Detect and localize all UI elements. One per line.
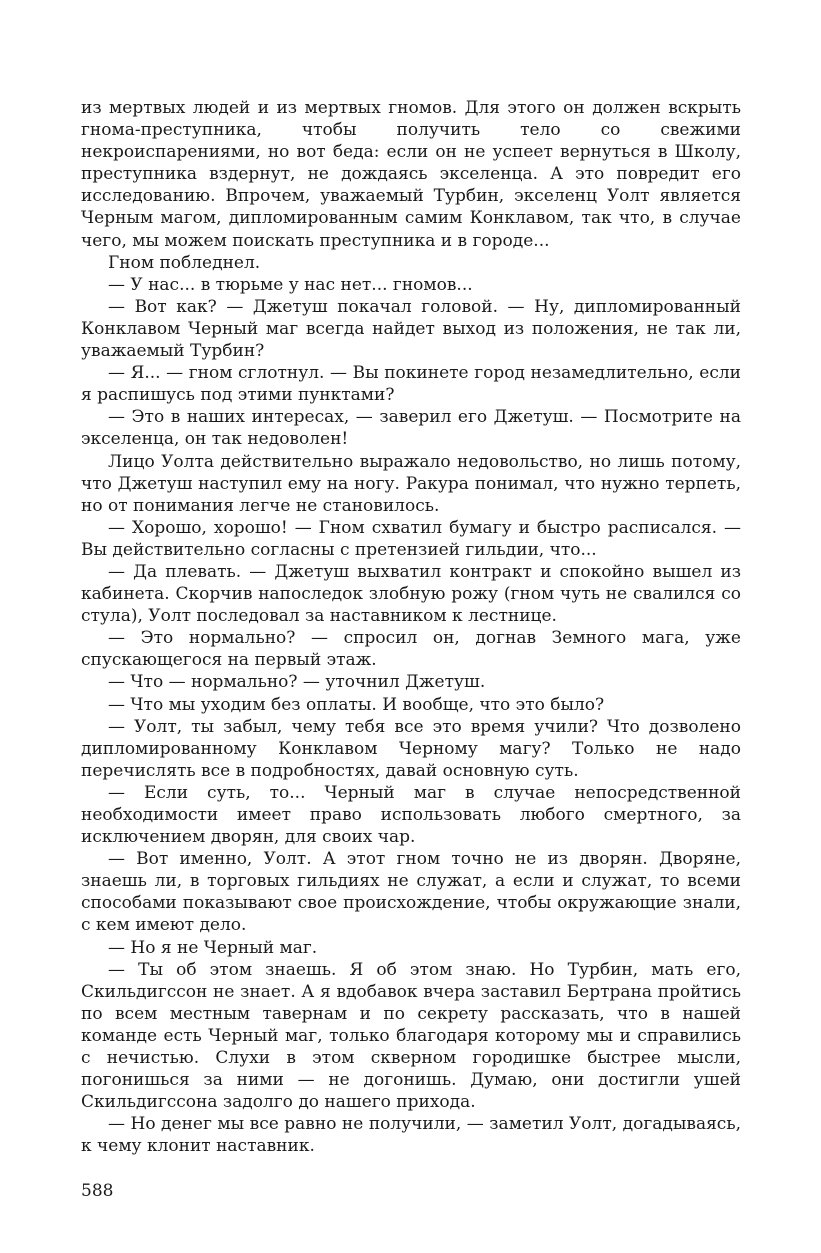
- dialogue-line: — У нас... в тюрьме у нас нет... гномов...: [108, 274, 473, 295]
- page-number: 588: [81, 1181, 114, 1201]
- dialogue-line: — Вот именно, Уолт. А этот гном точно не из дворян. Дворяне, знаешь ли, в торговых гильдиях не служат, а если и служат, то всеми способами показывают свое происхождение, чтобы окружающие знали, с кем имеют дело.: [81, 849, 741, 936]
- dialogue-line: — Что мы уходим без оплаты. И вообще, что это было?: [108, 694, 605, 715]
- dialogue-line: — Что — нормально? — уточнил Джетуш.: [108, 672, 486, 693]
- dialogue-line: — Хорошо, хорошо! — Гном схватил бумагу и быстро расписался. — Вы действительно согласны с претензией гильдии, что...: [81, 517, 741, 560]
- dialogue-line: — Уолт, ты забыл, чему тебя все это время учили? Что дозволено дипломированному Конклавом Черному магу? Только не надо перечислять все в подробностях, давай основную суть.: [81, 716, 741, 781]
- dialogue-line: — Вот как? — Джетуш покачал головой. — Ну, дипломированный Конклавом Черный маг всегда найдет выход из положения, не так ли, уважаемый Турбин?: [81, 296, 741, 362]
- paragraph: Лицо Уолта действительно выражало недовольство, но лишь потому, что Джетуш наступил ему на ногу. Ракура понимал, что нужно терпеть, но от понимания легче не становилось.: [81, 451, 741, 516]
- book-page-body: [81, 97, 741, 1158]
- dialogue-line: — Да плевать. — Джетуш выхватил контракт и спокойно вышел из кабинета. Скорчив напоследок злобную рожу (гном чуть не свалился со стула), Уолт последовал за наставником к лестнице.: [81, 561, 741, 627]
- dialogue-line: — Это в наших интересах, — заверил его Джетуш. — Посмотрите на экселенца, он так недоволен!: [81, 407, 741, 450]
- dialogue-line: — Но я не Черный маг.: [108, 937, 318, 958]
- dialogue-line: — Это нормально? — спросил он, догнав Земного мага, уже спускающегося на первый этаж.: [81, 628, 741, 671]
- paragraph: Гном побледнел.: [108, 252, 261, 273]
- dialogue-line: — Ты об этом знаешь. Я об этом знаю. Но Турбин, мать его, Скильдигссон не знает. А я вдобавок вчера заставил Бертрана пройтись по всем местным тавернам и по секрету рассказать, что в нашей команде есть Черный маг, только благодаря которому мы и справились с нечистью. Слухи в этом скверном городишке быстрее мысли, погонишься за ними — не догонишь. Думаю, они достигли ушей Скильдигссона задолго до нашего прихода.: [81, 959, 741, 1113]
- paragraph: из мертвых людей и из мертвых гномов. Для этого он должен вскрыть гнома-преступника, чтобы получить тело со свежими некроиспарениями, но вот беда: если он не успеет вернуться в Школу, преступника вздернут, не дождаясь экселенца. А это повредит его исследованию. Впрочем, уважаемый Турбин, экселенц Уолт является Черным магом, дипломированным самим Конклавом, так что, в случае чего, мы можем поискать преступника и в городе...: [81, 98, 741, 251]
- dialogue-line: — Я... — гном сглотнул. — Вы покинете город незамедлительно, если я распишусь под этими пунктами?: [81, 363, 741, 406]
- dialogue-line: — Если суть, то... Черный маг в случае непосредственной необходимости имеет право использовать любого смертного, за исключением дворян, для своих чар.: [81, 782, 741, 848]
- dialogue-line: — Но денег мы все равно не получили, — заметил Уолт, догадываясь, к чему клонит наставник.: [81, 1114, 741, 1157]
